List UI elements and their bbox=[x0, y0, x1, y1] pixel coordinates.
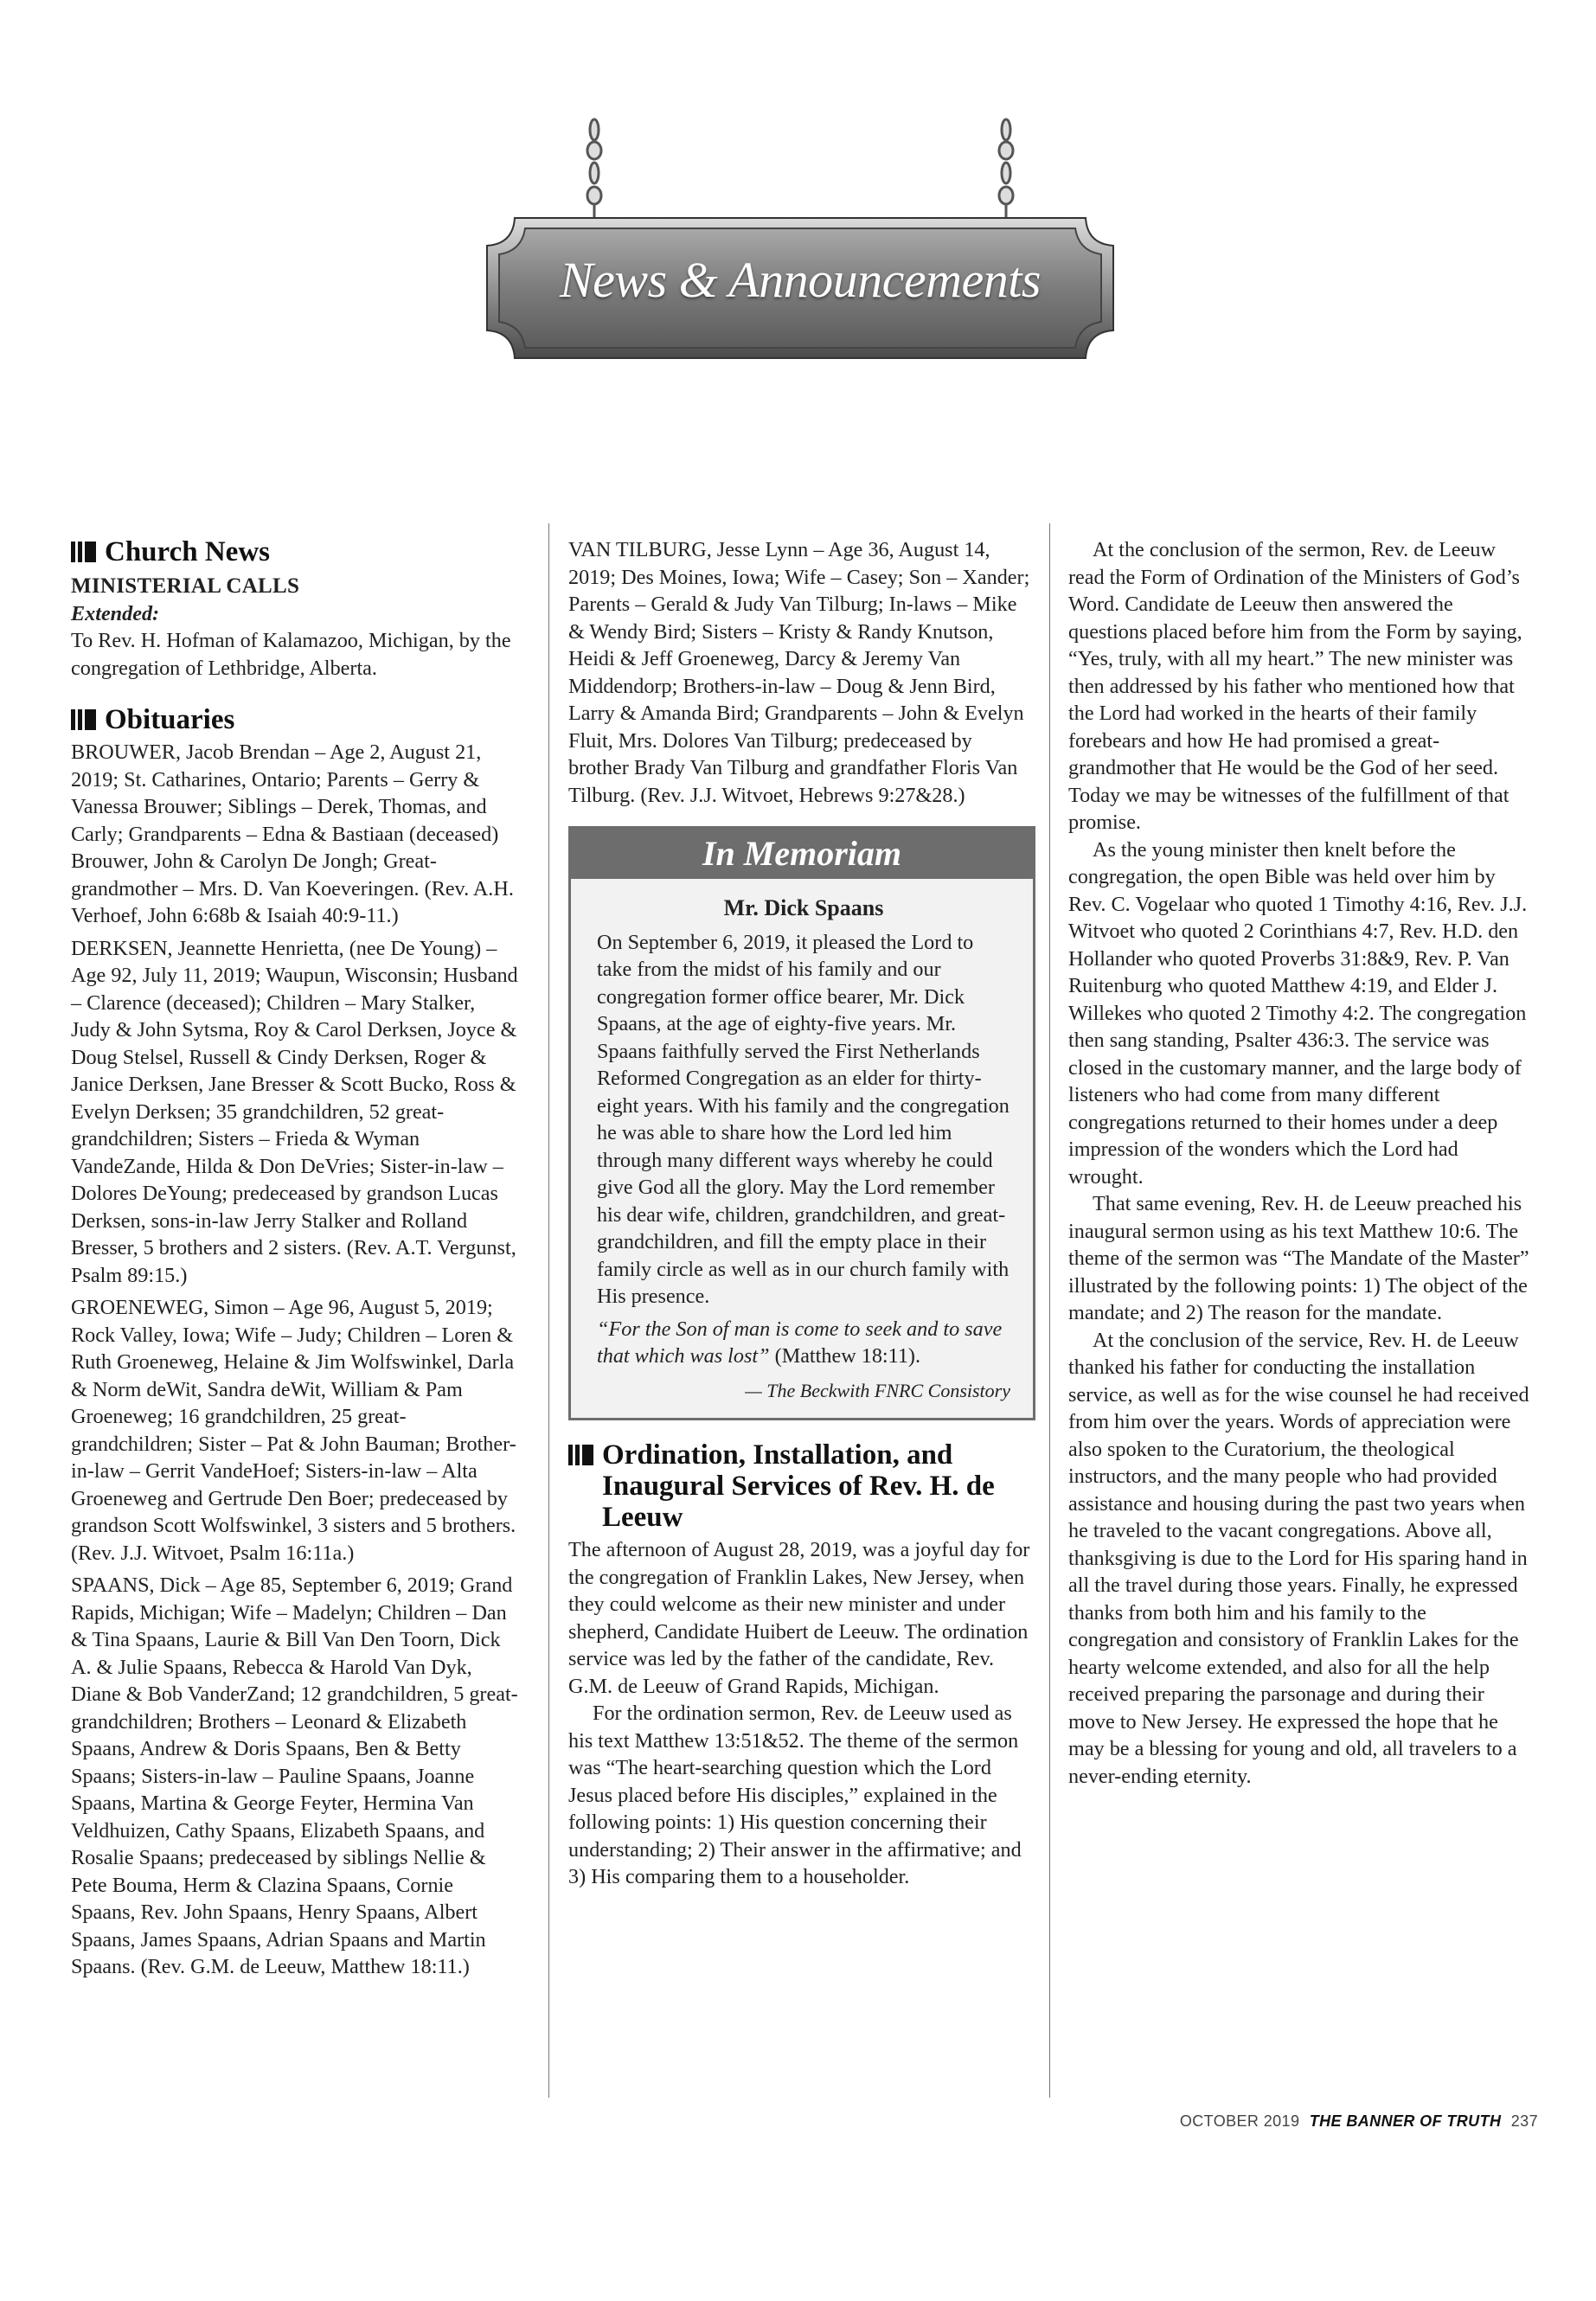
section-bars-icon bbox=[71, 709, 96, 730]
obituary-entry: BROUWER, Jacob Brendan – Age 2, August 21, 2019; St. Catharines, Ontario; Parents – Gerry & Vanessa Brouwer; Siblings – Derek, Thomas, and Carly; Grandparents – Edna & Bastiaan (deceased) Brouwer, John & Carolyn De Jongh; Great-grandmother – Mrs. D. Van Koeveringen. (Rev. A.H. Verhoef, John 6:68b & Isaiah 40:9-11.) bbox=[71, 740, 514, 927]
in-memoriam-heading: In Memoriam bbox=[571, 829, 1033, 879]
memoriam-name: Mr. Dick Spaans bbox=[723, 895, 884, 920]
column-1 bbox=[71, 536, 519, 1986]
column-3 bbox=[1068, 536, 1535, 1790]
footer-issue: OCTOBER 2019 bbox=[1179, 2112, 1300, 2130]
extended-label: Extended: bbox=[71, 601, 160, 625]
obituary-entry: SPAANS, Dick – Age 85, September 6, 2019; Grand Rapids, Michigan; Wife – Madelyn; Children – Dan & Tina Spaans, Laurie & Bill Van Den Toorn, Dick A. & Julie Spaans, Rebecca & Harold Van Dyk, Diane & Bob VanderZand; 12 grandchildren, 5 great-grandchildren; Brothers – Leonard & Elizabeth Spaans, Andrew & Doris Spaans, Ben & Betty Spaans; Sisters-in-law – Pauline Spaans, Joanne Spaans, Martina & George Feyter, Hermina Van Veldhuizen, Cathy Spaans, Elizabeth Spaans, and Rosalie Spaans; predeceased by siblings Nellie & Pete Bouma, Herm & Clazina Spaans, Cornie Spaans, Rev. John Spaans, Henry Spaans, Albert Spaans, James Spaans, Adrian Spaans and Martin Spaans. (Rev. G.M. de Leeuw, Matthew 18:11.) bbox=[71, 1574, 518, 1978]
hanging-sign bbox=[480, 112, 1120, 389]
ordination-paragraph: For the ordination sermon, Rev. de Leeuw used as his text Matthew 13:51&52. The theme of the sermon was “The heart-searching question which the Lord Jesus placed before His disciples,” explained in the following points: 1) His question concerning their understanding; 2) Their answer in the affirmative; and 3) His comparing them to a householder. bbox=[568, 1702, 1022, 1888]
left-chain bbox=[587, 119, 601, 220]
memoriam-text: On September 6, 2019, it pleased the Lord to take from the midst of his family and our congregation former office bearer, Mr. Dick Spaans, at the age of eighty-five years. Mr. Spaans faithfully served the First Netherlands Reformed Congregation as an elder for thirty-eight years. With his family and the congregation he was able to share how the Lord led him through many different ways whereby he could give God all the glory. May the Lord remember his dear wife, children, grandchildren, and great-grandchildren, and fill the empty place in their family circle as well as in our church family with His presence. bbox=[597, 930, 1010, 1308]
ordination-paragraph: As the young minister then knelt before the congregation, the open Bible was held over him by Rev. C. Vogelaar who quoted 1 Timothy 4:16, Rev. J.J. Witvoet who quoted 2 Corinthians 4:7, Rev. H.D. den Hollander who quoted Proverbs 31:8&9, Rev. P. Van Ruitenburg who quoted Matthew 4:19, and Elder J. Willekes who quoted 2 Timothy 4:2. The congregation then sang standing, Psalter 436:3. The service was closed in the customary manner, and the large body of listeners who had come from many different congregations returned to their homes under a deep impression of the wonders which the Lord had wrought. bbox=[1068, 837, 1528, 1189]
section-bars-icon bbox=[568, 1445, 593, 1465]
ordination-heading: Ordination, Installation, and Inaugural Services of Rev. H. de Leeuw bbox=[568, 1439, 1035, 1533]
column-divider bbox=[1049, 523, 1050, 2098]
section-banner-title: News & Announcements bbox=[560, 252, 1041, 308]
page-footer bbox=[1125, 2112, 1538, 2131]
obituary-entry: DERKSEN, Jeannette Henrietta, (nee De Young) – Age 92, July 11, 2019; Waupun, Wisconsin; Husband – Clarence (deceased); Children – Mary Stalker, Judy & John Sytsma, Roy & Carol Derksen, Joyce & Doug Stelsel, Russell & Cindy Derksen, Roger & Janice Derksen, Jane Bresser & Scott Bucko, Ross & Evelyn Derksen; 35 grandchildren, 52 great-grandchildren; Sisters – Frieda & Wyman VandeZande, Hilda & Don DeVries; Sister-in-law – Dolores DeYoung; predeceased by grandson Lucas Derksen, sons-in-law Jerry Stalker and Rolland Bresser, 5 brothers and 2 sisters. (Rev. A.T. Vergunst, Psalm 89:15.) bbox=[71, 936, 518, 1287]
in-memoriam-box bbox=[568, 826, 1035, 1420]
obituary-entry: GROENEWEG, Simon – Age 96, August 5, 2019; Rock Valley, Iowa; Wife – Judy; Children – Loren & Ruth Groeneweg, Helaine & Jim Wolfswinkel, Darla & Norm deWit, Sandra deWit, William & Pam Groeneweg; 16 grandchildren, 25 great-grandchildren; Sister – Pat & John Bauman; Brother-in-law – Gerrit VandeHoef; Sisters-in-law – Alta Groeneweg and Gertrude Den Boer; predeceased by grandson Scott Wolfswinkel, 3 sisters and 5 brothers. (Rev. J.J. Witvoet, Psalm 16:11a.) bbox=[71, 1296, 516, 1565]
ordination-paragraph: At the conclusion of the service, Rev. H. de Leeuw thanked his father for conducting the installation service, as well as for the wise counsel he had received from him over the years. Words of appreciation were also spoken to the Curatorium, the theological instructors, and the many people who had provided assistance and housing during the past two years when he traveled to the vacant congregations. Above all, thanksgiving is due to the Lord for His sparing hand in all the travel during those years. Finally, he expressed thanks from both him and his family to the congregation and consistory of Franklin Lakes for the hearty welcome extended, and also for all the help received preparing the parsonage and during their move to New Jersey. He expressed the hope that he may be a blessing for young and old, all travelers to a never-ending eternity. bbox=[1068, 1328, 1529, 1788]
ministerial-calls-heading: MINISTERIAL CALLS bbox=[71, 574, 300, 598]
footer-page-number: 237 bbox=[1510, 2112, 1538, 2130]
obituary-entry: VAN TILBURG, Jesse Lynn – Age 36, August 14, 2019; Des Moines, Iowa; Wife – Casey; Son – Xander; Parents – Gerald & Judy Van Tilburg; In-laws – Mike & Wendy Bird; Sisters – Kristy & Randy Knutson, Heidi & Jeff Groeneweg, Darcy & Jeremy Van Middendorp; Brothers-in-law – Doug & Jenn Bird, Larry & Amanda Bird; Grandparents – John & Evelyn Fluit, Mrs. Dolores Van Tilburg; predeceased by brother Brady Van Tilburg and grandfather Floris Van Tilburg. (Rev. J.J. Witvoet, Hebrews 9:27&28.) bbox=[568, 538, 1030, 807]
in-memoriam-body bbox=[571, 879, 1033, 1418]
column-2 bbox=[568, 536, 1035, 1891]
ordination-paragraph: That same evening, Rev. H. de Leeuw preached his inaugural sermon using as his text Matthew 10:6. The theme of the sermon was “The Mandate of the Master” illustrated by the following points: 1) The object of the mandate; and 2) The reason for the mandate. bbox=[1068, 1192, 1529, 1324]
memoriam-signature: — The Beckwith FNRC Consistory bbox=[745, 1379, 1010, 1401]
section-bars-icon bbox=[71, 542, 96, 562]
obituaries-heading: Obituaries bbox=[71, 704, 519, 735]
right-chain bbox=[999, 119, 1013, 220]
column-divider bbox=[548, 523, 549, 2098]
memoriam-quote: “For the Son of man is come to seek and to save that which was lost” (Matthew 18:11). bbox=[597, 1317, 1003, 1368]
church-news-heading: Church News bbox=[71, 536, 519, 567]
ordination-paragraph: The afternoon of August 28, 2019, was a joyful day for the congregation of Franklin Lakes, New Jersey, when they could welcome as their new minister and under shepherd, Candidate Huibert de Leeuw. The ordination service was led by the father of the candidate, Rev. G.M. de Leeuw of Grand Rapids, Michigan. bbox=[568, 1538, 1030, 1698]
ordination-paragraph: At the conclusion of the sermon, Rev. de Leeuw read the Form of Ordination of the Ministers of God’s Word. Candidate de Leeuw then answered the questions placed before him from the Form by saying, “Yes, truly, with all my heart.” The new minister was then addressed by his father who mentioned how that the Lord had worked in the hearts of their family forebears and how He had promised a great-grandmother that He would be the God of her seed. Today we may be witnesses of the fulfillment of that promise. bbox=[1068, 538, 1522, 834]
footer-magazine: THE BANNER OF TRUTH bbox=[1309, 2112, 1502, 2130]
extended-call-text: To Rev. H. Hofman of Kalamazoo, Michigan, by the congregation of Lethbridge, Alberta. bbox=[71, 629, 511, 680]
